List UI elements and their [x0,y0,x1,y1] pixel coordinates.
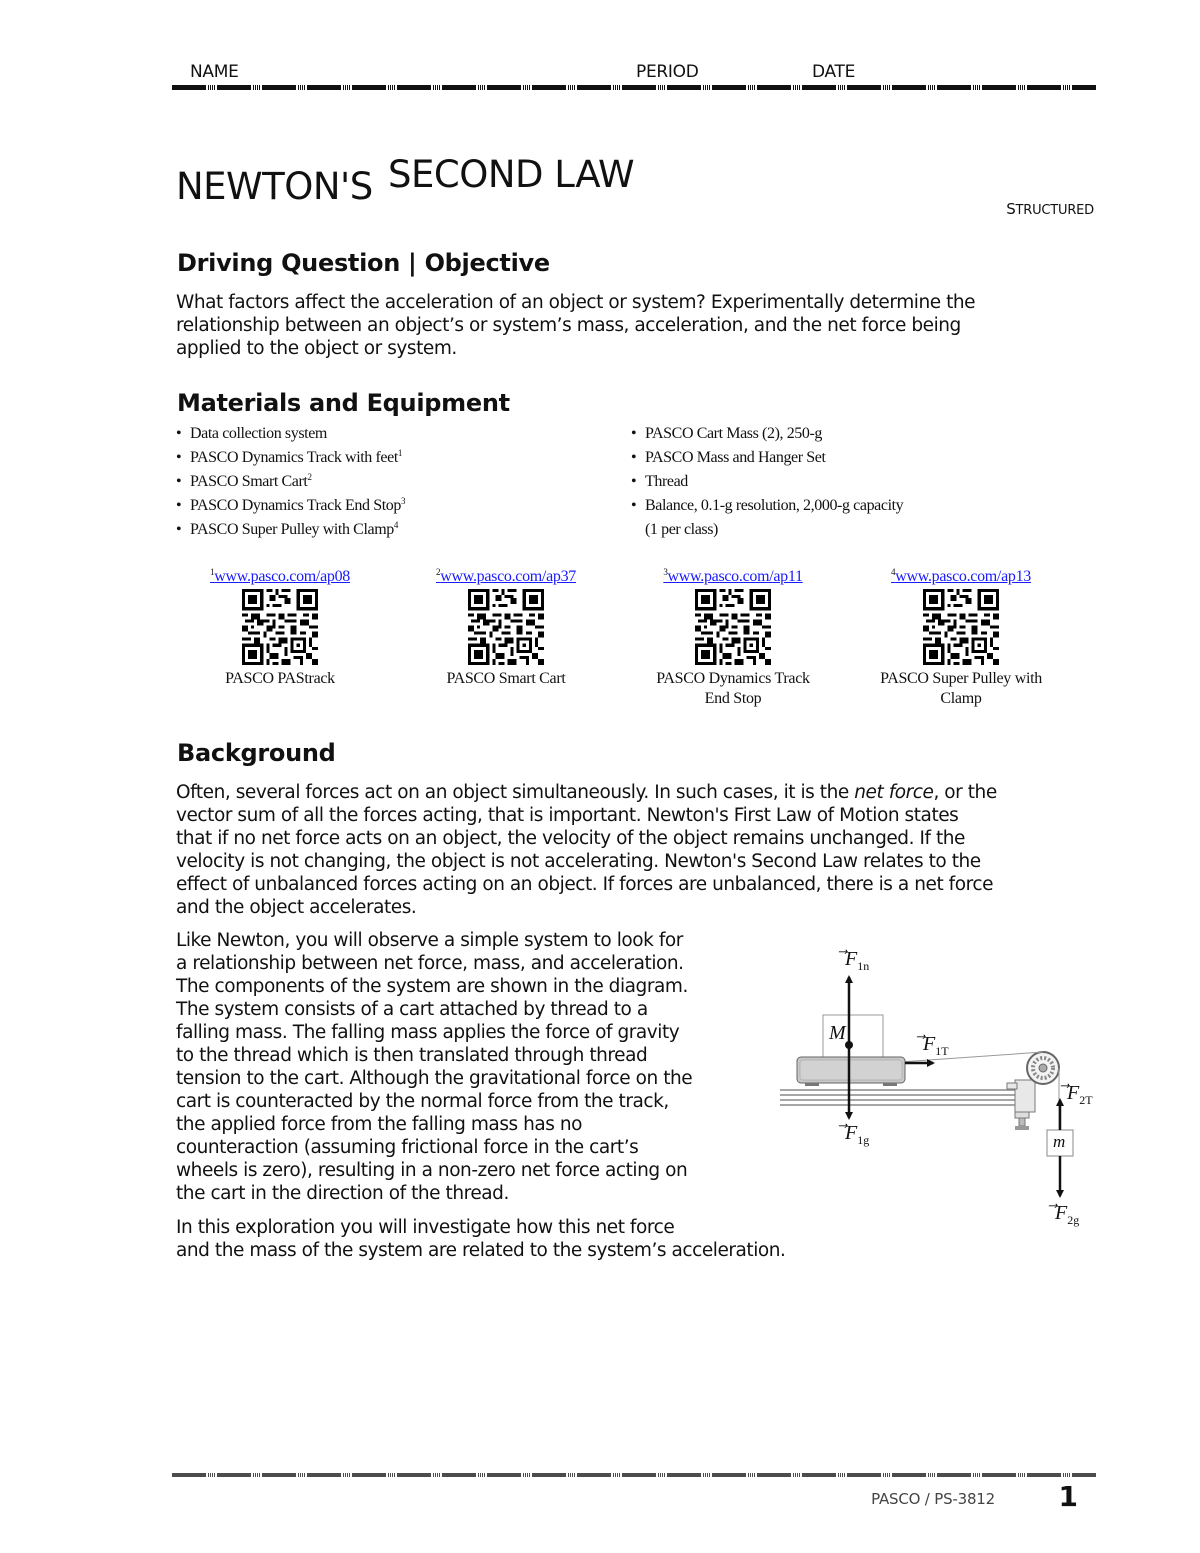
end-stop-link[interactable] [663,568,802,585]
text-line: effect of unbalanced forces acting on an object. If forces are unbalanced, there is a net force [176,874,994,895]
background-paragraph-2 [176,929,692,1205]
footer-product-code: PASCO / PS-3812 [871,1490,995,1508]
text: , or the [933,782,997,803]
worksheet-type-initial: S [1006,200,1016,218]
period-field-label: PERIOD [636,62,699,82]
super-pulley-link[interactable] [891,568,1031,585]
footnote-ref: 4 [393,520,398,530]
force-symbol: F [1055,1202,1068,1224]
text: Often, several forces act on an object simultaneously. In such cases, it is the [176,782,855,803]
text-line: and the mass of the system are related to the system’s acceleration. [176,1240,786,1261]
background-heading: Background [177,739,336,767]
footnote-num: 2 [436,567,441,577]
footnote-num: 1 [210,567,215,577]
mass-tension-label [1067,1080,1093,1108]
text-line: the cart in the direction of the thread. [176,1183,509,1204]
force-symbol: F [845,1122,858,1144]
page-title-part2: SECOND LAW [388,153,635,196]
qr-block-smart-cart [401,568,611,689]
item-text: PASCO Super Pulley with Clamp [190,521,394,538]
name-field-label: NAME [190,62,239,82]
text-line: Like Newton, you will observe a simple system to look for [176,930,683,951]
qr-code-icon[interactable] [695,589,771,665]
list-item [176,494,405,518]
qr-code-icon[interactable] [242,589,318,665]
force-subscript: 2T [1079,1093,1093,1107]
text-line: the applied force from the falling mass has no [176,1114,583,1135]
item-text: (1 per class) [645,521,718,538]
text-line: tension to the cart. Although the gravitational force on the [176,1068,693,1089]
page-title-part1: NEWTON'S [176,165,373,208]
qr-caption-line2: Clamp [940,690,982,707]
bullet-icon: • [631,425,637,442]
item-text: PASCO Cart Mass (2), 250-g [645,425,823,442]
qr-caption: PASCO PAStrack [225,670,335,687]
list-item [176,422,405,446]
worksheet-type [1006,200,1094,218]
force-symbol: F [1067,1082,1080,1104]
bullet-icon: • [631,473,637,490]
bullet-icon: • [176,497,182,514]
bullet-icon: • [176,521,182,538]
page-number: 1 [1058,1480,1078,1513]
link-text: www.pasco.com/ap13 [895,568,1031,585]
qr-block-end-stop [628,568,838,709]
footnote-ref: 1 [397,448,402,458]
text-line: velocity is not changing, the object is not accelerating. Newton's Second Law relates to the [176,851,981,872]
materials-heading: Materials and Equipment [177,389,510,417]
force-subscript: 1T [935,1044,949,1058]
text-line: that if no net force acts on an object, the velocity of the object remains unchanged. If the [176,828,965,849]
background-paragraph-1 [176,781,997,919]
cart-tension-label [923,1031,949,1059]
item-text: PASCO Dynamics Track End Stop [190,497,401,514]
text-line: a relationship between net force, mass, and acceleration. [176,953,684,974]
list-item [176,470,405,494]
force-diagram [775,940,1105,1235]
hanging-mass-label: m [1053,1132,1066,1151]
text-line: The components of the system are shown in the diagram. [176,976,688,997]
qr-caption: PASCO Dynamics Track [656,670,810,687]
materials-list-left [176,422,405,542]
cart-gravity-label [845,1120,869,1148]
force-subscript: 2g [1067,1213,1080,1227]
worksheet-type-rest: TRUCTURED [1015,203,1094,218]
list-item [631,494,903,518]
smart-cart-link[interactable] [436,568,576,585]
item-text: PASCO Smart Cart [190,473,308,490]
qr-caption: PASCO Super Pulley with [880,670,1042,687]
qr-code-icon[interactable] [468,589,544,665]
bullet-icon: • [176,473,182,490]
force-subscript: 1n [857,959,870,973]
link-text: www.pasco.com/ap37 [440,568,576,585]
text-line: falling mass. The falling mass applies the force of gravity [176,1022,680,1043]
text-line: to the thread which is then translated through thread [176,1045,648,1066]
list-item [631,422,903,446]
emphasis-text: net force [854,782,934,803]
item-text: Data collection system [190,425,327,442]
pastrack-link[interactable] [210,568,350,585]
text-line: In this exploration you will investigate how this net force [176,1217,675,1238]
qr-block-pastrack [175,568,385,689]
qr-caption-line2: End Stop [704,690,762,707]
driving-question-heading: Driving Question | Objective [177,249,550,277]
bullet-icon: • [176,449,182,466]
footnote-num: 3 [663,567,668,577]
normal-force-label [845,946,869,974]
list-item [176,446,405,470]
force-symbol: F [923,1033,936,1055]
footnote-num: 4 [891,567,896,577]
text-line: cart is counteracted by the normal force from the track, [176,1091,669,1112]
qr-caption: PASCO Smart Cart [446,670,566,687]
text-line: relationship between an object’s or system’s mass, acceleration, and the net force being [176,315,961,336]
cart-pulley-diagram-icon [775,940,1105,1235]
text-line: applied to the object or system. [176,338,457,359]
footer-rule [172,1473,1096,1477]
footnote-ref: 3 [400,496,406,506]
item-text: Balance, 0.1-g resolution, 2,000-g capacity [645,497,904,514]
materials-list-right [631,422,903,542]
qr-code-icon[interactable] [923,589,999,665]
text-line: The system consists of a cart attached by thread to a [176,999,648,1020]
mass-gravity-label [1055,1200,1079,1228]
link-text: www.pasco.com/ap08 [214,568,350,585]
text-line: and the object accelerates. [176,897,417,918]
text-line: counteraction (assuming frictional force in the cart’s [176,1137,639,1158]
footnote-ref: 2 [307,472,312,482]
list-item [631,470,903,494]
text-line: wheels is zero), resulting in a non-zero net force acting on [176,1160,688,1181]
link-text: www.pasco.com/ap11 [667,568,803,585]
item-text: PASCO Dynamics Track with feet [190,449,398,466]
force-subscript: 1g [857,1133,870,1147]
header-rule [172,85,1096,90]
date-field-label: DATE [812,62,856,82]
list-item [631,446,903,470]
bullet-icon: • [631,449,637,466]
item-text: Thread [645,473,688,490]
background-paragraph-3 [176,1216,786,1262]
cart-mass-label: M [829,1022,846,1044]
bullet-icon: • [176,425,182,442]
list-item [176,518,405,542]
list-item-continuation [631,518,903,542]
driving-question-text [176,291,975,360]
bullet-icon: • [631,497,637,514]
text-line [176,781,997,804]
text-line: vector sum of all the forces acting, that is important. Newton's First Law of Motion states [176,805,959,826]
text-line: What factors affect the acceleration of an object or system? Experimentally determine the [176,292,976,313]
qr-block-super-pulley [856,568,1066,709]
item-text: PASCO Mass and Hanger Set [645,449,826,466]
force-symbol: F [845,948,858,970]
